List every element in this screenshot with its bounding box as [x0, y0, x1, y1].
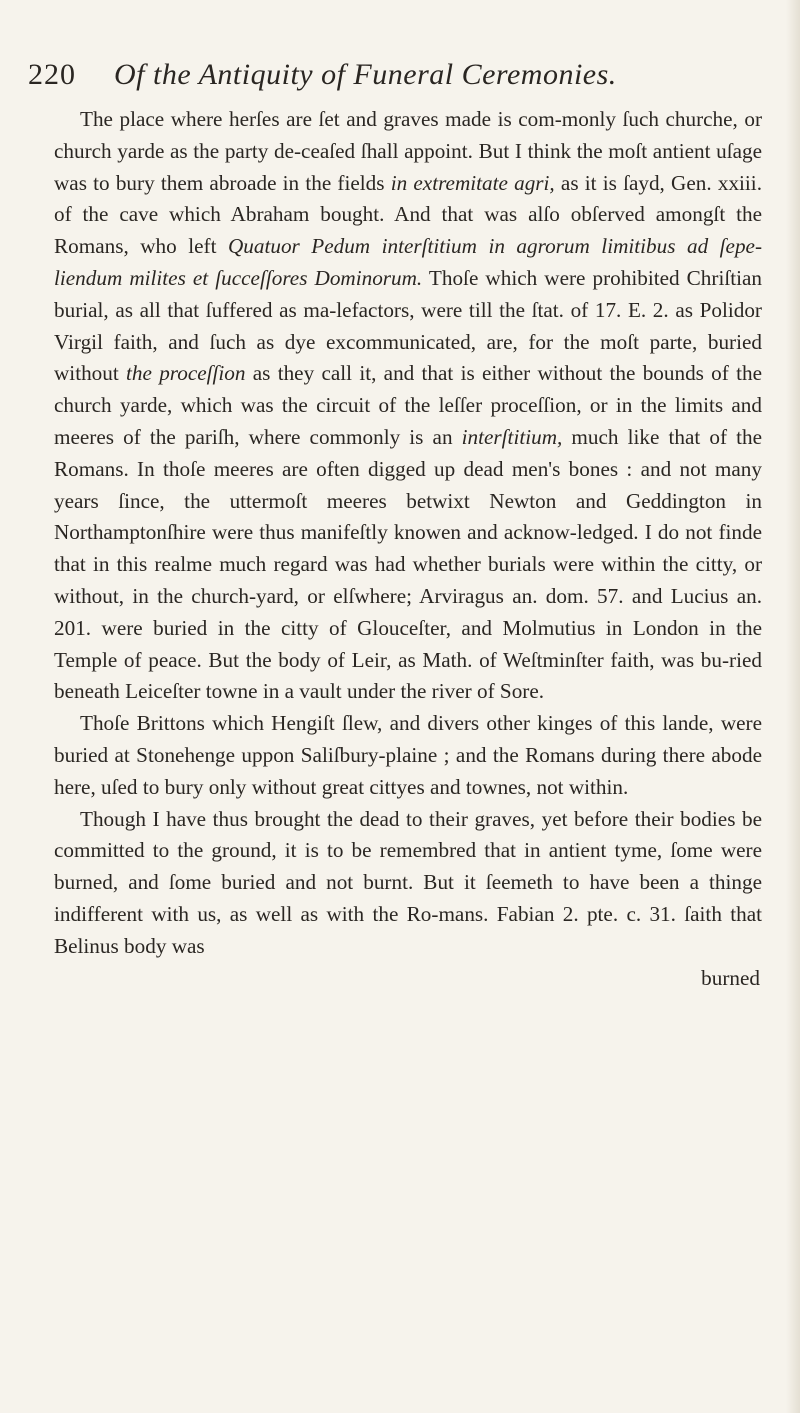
text-run: Thoſe which were prohibited Chriſtian burial, as all that ſuffered as ma-lefactors, were till the ſtat. of 17. E. 2. as Polidor Virgil faith, and ſuch as dye excommunicated, are, for the moſt parte, buried without	[54, 265, 763, 386]
text-run: Thoſe Brittons which Hengiſt ſlew, and divers other kinges of this lande, were buried at Stonehenge uppon Saliſbury-plaine ; and the Romans during there abode here, uſed to bury only without great cittyes and townes, not within.	[54, 711, 762, 799]
italic-text-run: the proceſſion	[126, 361, 246, 386]
text-run: The place where herſes are ſet and graves made is com-monly ſuch churche, or church yarde as the party de-ceaſed ſhall appoint. But I think the moſt antient uſage was to bury them abroade in the fields	[54, 107, 762, 195]
body-text	[54, 104, 762, 994]
catchword: burned	[701, 965, 760, 990]
page-edge	[786, 0, 800, 1413]
page-number: 220	[28, 58, 76, 91]
italic-text-run: Quatuor Pedum interſtitium in agrorum limitibus ad ſepe-liendum milites et ſucceſſores Dominorum.	[54, 234, 763, 290]
italic-text-run: interſtitium,	[461, 424, 563, 449]
text-run: as they call it, and that is either without the bounds of the church yarde, which was the circuit of the leſſer proceſſion, or in the limits and meeres of the pariſh, where commonly is an	[54, 361, 762, 449]
paragraph-1	[54, 104, 762, 708]
running-title: Of the Antiquity of Funeral Ceremonies.	[114, 58, 617, 91]
text-run: much like that of the Romans. In thoſe meeres are often digged up dead men's bones : and not many years ſince, the uttermoſt meeres betwixt Newton and Geddington in Northamptonſhire were thus manifeſtly knowen and acknow-ledged. I do not finde that in this realme much regard was had whether burials were within the citty, or without, in the church-yard, or elſwhere; Arviragus an. dom. 57. and Lucius an. 201. were buried in the citty of Glouceſter, and Molmutius in London in the Temple of peace. But the body of Leir, as Math. of Weſtminſter faith, was bu-ried beneath Leiceſter towne in a vault under the river of Sore.	[54, 424, 762, 704]
italic-text-run: in extremitate agri,	[390, 170, 555, 195]
page-header	[28, 58, 760, 98]
text-run: as it is ſayd, Gen. xxiii. of the cave which Abraham bought. And that was alſo obſerved amongſt the Romans, who left	[54, 170, 762, 259]
text-run: Though I have thus brought the dead to their graves, yet before their bodies be committed to the ground, it is to be remembred that in antient tyme, ſome were burned, and ſome buried and not burnt. But it ſeemeth to have been a thinge indifferent with us, as well as with the Ro-mans. Fabian 2. pte. c. 31. ſaith that Belinus body was	[54, 806, 762, 958]
paragraph-3	[54, 804, 762, 963]
paragraph-2	[54, 708, 762, 803]
